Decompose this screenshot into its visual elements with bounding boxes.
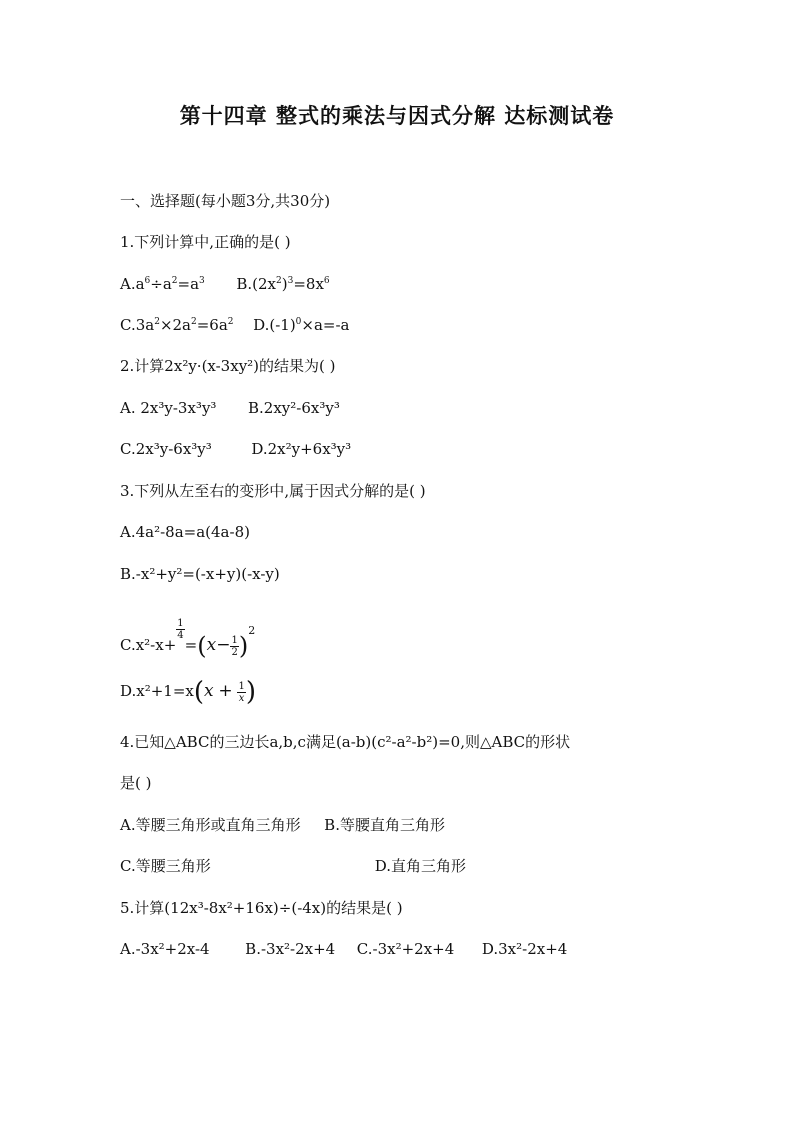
q3-d-prefix: D.x²+1=x xyxy=(120,682,194,700)
q4-option-d[interactable]: D.直角三角形 xyxy=(374,857,467,875)
question-1-options-ab xyxy=(120,273,330,295)
question-3-stem: 3.下列从左至右的变形中,属于因式分解的是( ) xyxy=(120,482,426,500)
question-2-stem: 2.计算2x²y·(x-3xy²)的结果为( ) xyxy=(120,357,336,375)
q4-option-c[interactable]: C.等腰三角形 xyxy=(120,857,211,875)
question-2-options-ab xyxy=(120,397,340,419)
q5-option-c[interactable]: C.-3x²+2x+4 xyxy=(356,940,455,958)
q5-option-b[interactable]: B.-3x²-2x+4 xyxy=(245,940,336,958)
question-4-options-cd xyxy=(120,855,466,877)
q1-option-c[interactable]: $C.3a^2\times 2a^2=6a^2$ xyxy=(120,316,234,334)
question-2-options-cd xyxy=(120,438,351,460)
q3-option-a[interactable]: A.4a²-8a=a(4a-8) xyxy=(120,523,250,541)
q5-option-d[interactable]: D.3x²-2x+4 xyxy=(481,940,568,958)
q1-option-b[interactable]: $B.(2x^2)^3=8x^6$ xyxy=(236,275,330,293)
q2-option-b[interactable]: B.2xy²-6x³y³ xyxy=(248,399,340,417)
question-5-options xyxy=(120,938,567,960)
question-5-stem: 5.计算(12x³-8x²+16x)÷(-4x)的结果是( ) xyxy=(120,899,403,917)
q3-c-fraction: $\frac{1}{4}$ xyxy=(177,618,184,641)
section-heading: 一、选择题(每小题3分,共30分) xyxy=(120,192,331,210)
q2-option-a[interactable]: A. 2x³y-3x³y³ xyxy=(120,399,217,417)
q1-option-d[interactable]: $D.(-1)^0\times a=-a$ xyxy=(253,316,350,334)
q3-option-b[interactable]: B.-x²+y²=(-x+y)(-x-y) xyxy=(120,565,280,583)
question-4-options-ab xyxy=(120,814,445,836)
q1-option-a[interactable]: $A.a^6\div a^2=a^3$ xyxy=(120,275,205,293)
q5-option-a[interactable]: A.-3x²+2x-4 xyxy=(120,940,210,958)
question-1-options-cd xyxy=(120,314,350,336)
q2-option-c[interactable]: C.2x³y-6x³y³ xyxy=(120,440,212,458)
q2-option-d[interactable]: D.2x²y+6x³y³ xyxy=(251,440,352,458)
question-4-stem-cont: 是( ) xyxy=(120,774,152,792)
page-title: 第十四章 整式的乘法与因式分解 达标测试卷 xyxy=(179,104,615,128)
question-1-stem: 1.下列计算中,正确的是( ) xyxy=(120,233,291,251)
q3-option-d[interactable]: D.x²+1=x(x + $\frac{1}{x}$ ) xyxy=(120,677,256,707)
q4-option-a[interactable]: A.等腰三角形或直角三角形 xyxy=(120,816,301,834)
q3-option-c[interactable]: C.x²-x+ $\frac{1}{4}$ =(x− $\frac{1}{2}$ )$^2$ xyxy=(120,618,256,660)
question-4-stem: 4.已知△ABC的三边长a,b,c满足(a-b)(c²-a²-b²)=0,则△ABC的形状 xyxy=(120,733,571,751)
q4-option-b[interactable]: B.等腰直角三角形 xyxy=(324,816,445,834)
q3-c-prefix: C.x²-x+ xyxy=(120,636,177,654)
